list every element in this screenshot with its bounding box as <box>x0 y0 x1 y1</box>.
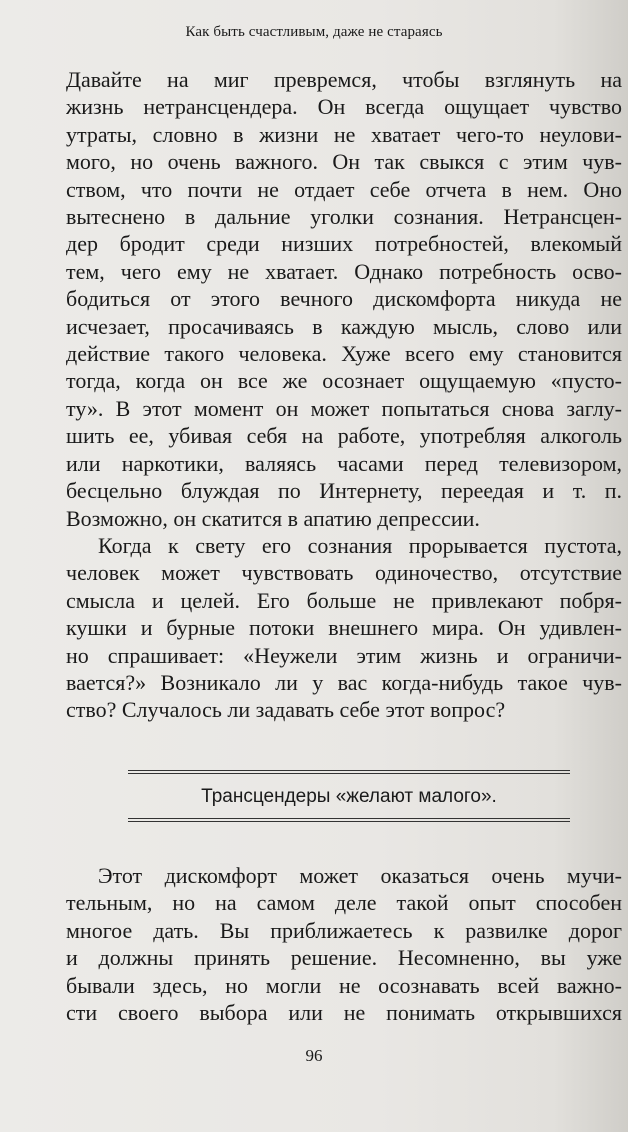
text-line: бывали здесь, но могли не осознавать всей важно- <box>66 972 622 998</box>
text-line: кушки и бурные потоки внешнего мира. Он удивлен- <box>66 615 622 641</box>
running-header-title: Как быть счастливым, даже не стараясь <box>185 24 443 40</box>
text-line: многое дать. Вы приближаетесь к развилке дорог <box>66 917 622 943</box>
text-line: ту». В этот момент он может попытаться снова заглу- <box>66 395 622 421</box>
text-line: вытеснено в дальние уголки сознания. Нетрансцен- <box>66 204 622 230</box>
text-line: утраты, словно в жизни не хватает чего-то неулови- <box>66 121 622 147</box>
text-line: сти своего выбора или не понимать открывшихся <box>66 1000 622 1026</box>
text-line: бесцельно блуждая по Интернету, переедая и т. п. <box>66 478 622 504</box>
text-line: тельным, но на самом деле такой опыт способен <box>66 890 622 916</box>
text-line: исчезает, просачиваясь в каждую мысль, слово или <box>66 313 622 339</box>
text-line: смысла и целей. Его больше не привлекают побря- <box>66 587 622 613</box>
text-line: мого, но очень важного. Он так свыкся с этим чув- <box>66 149 622 175</box>
text-line: ством, что почти не отдает себе отчета в нем. Оно <box>66 176 622 202</box>
text-line: жизнь нетрансцендера. Он всегда ощущает чувство <box>66 94 622 120</box>
text-line: тогда, когда он все же осознает ощущаемую «пусто- <box>66 368 622 394</box>
paragraph-block-3 <box>66 862 622 1026</box>
text-line: и должны принять решение. Несомненно, вы уже <box>66 945 622 971</box>
text-line: человек может чувствовать одиночество, отсутствие <box>66 560 622 586</box>
text-line: ство? Случалось ли задавать себе этот вопрос? <box>66 697 506 723</box>
text-line: бодиться от этого вечного дискомфорта никуда не <box>66 286 622 312</box>
text-line: шить ее, убивая себя на работе, употребляя алкоголь <box>66 423 622 449</box>
paragraph-block-2 <box>66 532 622 724</box>
text-line: дер бродит среди низших потребностей, влекомый <box>66 231 622 257</box>
paragraph-block-1 <box>66 66 622 724</box>
text-line: или наркотики, валяясь часами перед телевизором, <box>66 450 622 476</box>
text-line: Когда к свету его сознания прорывается пустота, <box>98 532 622 558</box>
text-line: действие такого человека. Хуже всего ему становится <box>66 341 622 367</box>
text-line: Давайте на миг превремся, чтобы взглянуть на <box>66 67 622 92</box>
callout-text: Трансцендеры «желают малого». <box>201 786 497 807</box>
text-line: но спрашивает: «Неужели этим жизнь и ограничи- <box>66 642 622 668</box>
callout-rule-top <box>128 770 570 774</box>
text-line: Возможно, он скатится в апатию депрессии. <box>66 505 480 531</box>
text-line: вается?» Возникало ли у вас когда-нибудь такое чув- <box>66 669 622 695</box>
page-number: 96 <box>305 1046 323 1065</box>
text-line: Этот дискомфорт может оказаться очень мучи- <box>98 863 622 888</box>
text-line: тем, чего ему не хватает. Однако потребность осво- <box>66 258 622 284</box>
callout-rule-bottom <box>128 818 570 822</box>
